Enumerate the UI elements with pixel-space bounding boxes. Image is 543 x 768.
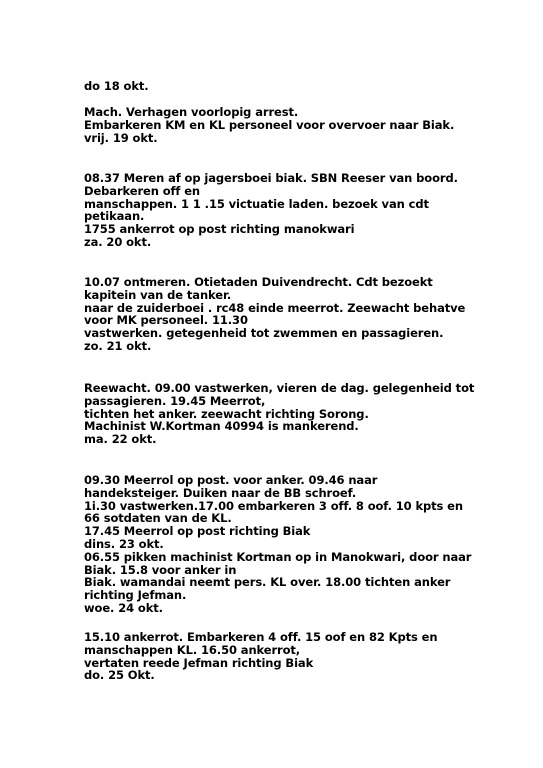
text-line: 1755 ankerrot op post richting manokwari: [84, 222, 355, 237]
text-line: zo. 21 okt.: [84, 338, 152, 353]
text-line: Embarkeren KM en KL personeel voor overvoer naar Biak.: [84, 117, 455, 132]
text-line: manschappen. 1 1 .15 victuatie laden. bezoek van cdt: [84, 196, 429, 211]
text-line: petikaan.: [84, 209, 145, 224]
text-line: Reewacht. 09.00 vastwerken, vieren de dag. gelegenheid tot: [84, 381, 475, 395]
text-line: woe. 24 okt.: [84, 600, 163, 615]
text-line: 08.37 Meren af op jagersboei biak. SBN Reeser van boord.: [84, 171, 458, 185]
text-line: voor MK personeel. 11.30: [84, 313, 248, 328]
text-line: ma. 22 okt.: [84, 432, 157, 447]
text-line: vrij. 19 okt.: [84, 130, 158, 145]
text-line: passagieren. 19.45 Meerrot,: [84, 393, 266, 408]
text-line: za. 20 okt.: [84, 234, 152, 249]
text-line: handeksteiger. Duiken naar de BB schroef.: [84, 485, 357, 500]
text-line: kapitein van de tanker.: [84, 287, 232, 302]
text-line: naar de zuiderboei . rc48 einde meerrot. Zeewacht behatve: [84, 300, 466, 315]
text-line: 66 sotdaten van de KL.: [84, 511, 232, 526]
text-line: vertaten reede Jefman richting Biak: [84, 655, 314, 670]
text-line: do. 25 Okt.: [84, 668, 155, 683]
text-line: 06.55 pikken machinist Kortman op in Manokwari, door naar: [84, 549, 472, 564]
text-line: do 18 okt.: [84, 79, 149, 93]
text-line: Mach. Verhagen voorlopig arrest.: [84, 105, 299, 119]
paragraph-6: [84, 474, 524, 615]
text-line: richting Jefman.: [84, 588, 187, 603]
text-line: 15.10 ankerrot. Embarkeren 4 off. 15 oof en 82 Kpts en: [84, 630, 438, 644]
text-line: tichten het anker. zeewacht richting Sorong.: [84, 406, 369, 421]
text-line: 09.30 Meerrol op post. voor anker. 09.46 naar: [84, 473, 378, 487]
paragraph-3: [84, 172, 524, 249]
text-line: Biak. wamandai neemt pers. KL over. 18.00 tichten anker: [84, 575, 451, 590]
text-line: Machinist W.Kortman 40994 is mankerend.: [84, 419, 359, 434]
paragraph-5: [84, 382, 524, 446]
text-line: manschappen KL. 16.50 ankerrot,: [84, 642, 301, 657]
text-line: 17.45 Meerrol op post richting Biak: [84, 524, 311, 539]
paragraph-7: [84, 631, 524, 682]
text-line: Debarkeren off en: [84, 183, 201, 198]
text-line: dins. 23 okt.: [84, 536, 164, 551]
paragraph-2: [84, 106, 524, 144]
paragraph-1: [84, 80, 524, 93]
text-line: vastwerken. getegenheid tot zwemmen en passagieren.: [84, 326, 444, 341]
text-line: 10.07 ontmeren. Otietaden Duivendrecht. Cdt bezoekt: [84, 275, 433, 289]
text-line: Biak. 15.8 voor anker in: [84, 562, 237, 577]
text-line: 1i.30 vastwerken.17.00 embarkeren 3 off. 8 oof. 10 kpts en: [84, 498, 463, 513]
paragraph-4: [84, 276, 524, 353]
